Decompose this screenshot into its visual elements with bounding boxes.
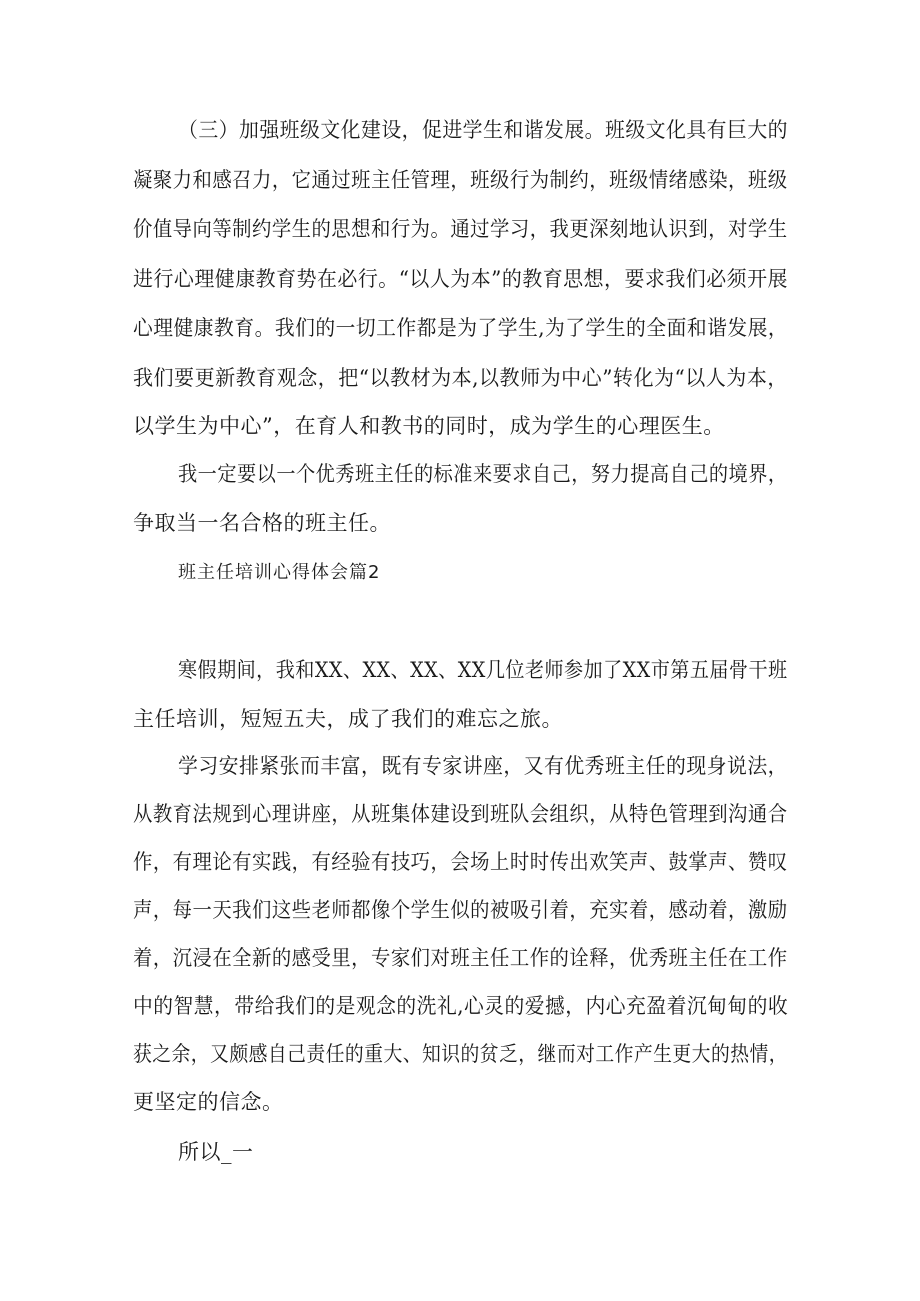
paragraph-line: 从教育法规到心理讲座，从班集体建设到班队会组织，从特色管理到沟通合 [133, 802, 788, 826]
paragraph-line: （三）加强班级文化建设，促进学生和谐发展。班级文化具有巨大的 [178, 118, 788, 142]
paragraph-line: 作，有理论有实践，有经验有技巧，会场上时时传出欢笑声、鼓掌声、赞叹 [133, 850, 788, 874]
paragraph-line: 学习安排紧张而丰富，既有专家讲座，又有优秀班主任的现身说法， [178, 754, 788, 778]
paragraph-line: 我们要更新教育观念，把“以教材为本,以教师为中心”转化为“以人为本， [133, 366, 788, 390]
paragraph-line: 主任培训，短短五夫，成了我们的难忘之旅。 [133, 707, 563, 731]
paragraph-line: 中的智慧，带给我们的是观念的洗礼,心灵的爱撼，内心充盈着沉甸甸的收 [133, 994, 789, 1018]
paragraph-line: 更坚定的信念。 [133, 1090, 284, 1114]
paragraph-line: 进行心理健康教育势在必行。“以人为本”的教育思想，要求我们必须开展 [133, 267, 788, 291]
paragraph-line: 凝聚力和感召力，它通过班主任管理，班级行为制约，班级情绪感染，班级 [133, 168, 788, 192]
paragraph-line: 着，沉浸在全新的感受里，专家们对班主任工作的诠释，优秀班主任在工作 [133, 946, 788, 970]
paragraph-line: 价值导向等制约学生的思想和行为。通过学习，我更深刻地认识到，对学生 [133, 217, 788, 241]
paragraph-line: 寒假期间，我和XX、XX、XX、XX几位老师参加了XX市第五届骨干班 [178, 658, 788, 682]
article-title: 班主任培训心得体会篇2 [178, 562, 381, 583]
paragraph-line: 以学生为中心”，在育人和教书的同时，成为学生的心理医生。 [133, 414, 725, 438]
paragraph-line: 争取当一名合格的班主任。 [133, 511, 391, 535]
paragraph-line: 所以_一 [178, 1140, 254, 1164]
paragraph-line: 我一定要以一个优秀班主任的标准来要求自己，努力提高自己的境界， [178, 462, 788, 486]
paragraph-line: 心理健康教育。我们的一切工作都是为了学生,为了学生的全面和谐发展， [133, 316, 789, 340]
paragraph-line: 声，每一天我们这些老师都像个学生似的被吸引着，充实着，感动着，激励 [133, 898, 788, 922]
paragraph-line: 获之余，又颇感自己责任的重大、知识的贫乏，继而对工作产生更大的热情， [133, 1042, 788, 1066]
